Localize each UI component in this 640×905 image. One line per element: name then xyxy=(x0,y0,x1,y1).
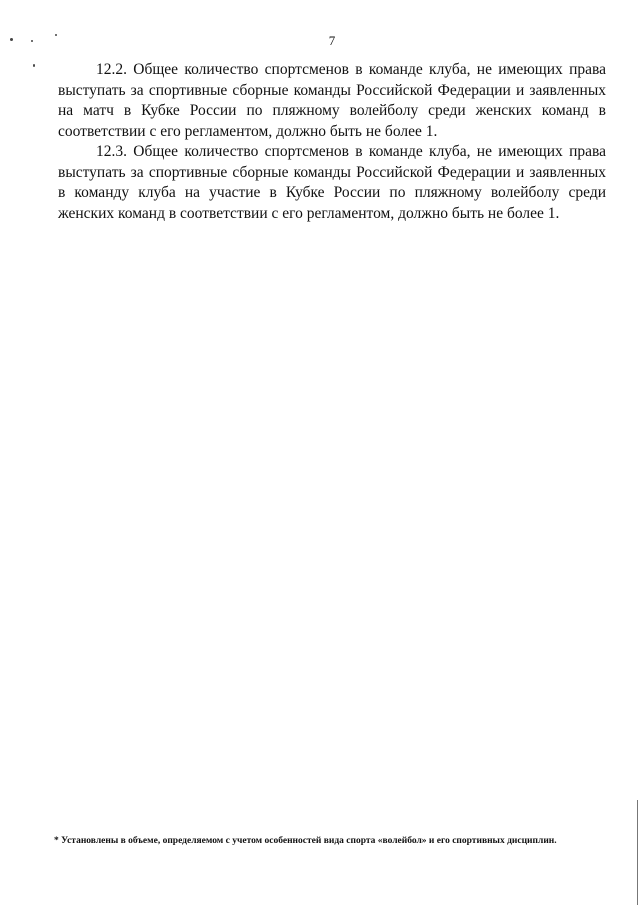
paragraph-12-2: 12.2. Общее количество спортсменов в команде клуба, не имеющих права выступать за спортивные сборные команды Российской Федерации и заявленных на матч в Кубке России по пляжному волейболу среди женских команд в соответствии с его регламентом, должно быть не более 1. xyxy=(58,61,606,140)
footnote: * Установлены в объеме, определяемом с учетом особенностей вида спорта «волейбол» и его спортивных дисциплин. xyxy=(54,836,557,846)
paragraph-12-3: 12.3. Общее количество спортсменов в команде клуба, не имеющих права выступать за спортивные сборные команды Российской Федерации и заявленных в команду клуба на участие в Кубке России по пляжному волейболу среди женских команд в соответствии с его регламентом, должно быть не более 1. xyxy=(58,143,606,222)
scan-speck xyxy=(33,64,35,67)
scan-edge-line xyxy=(637,800,638,905)
document-body xyxy=(58,60,606,224)
page-number: 7 xyxy=(328,33,336,48)
